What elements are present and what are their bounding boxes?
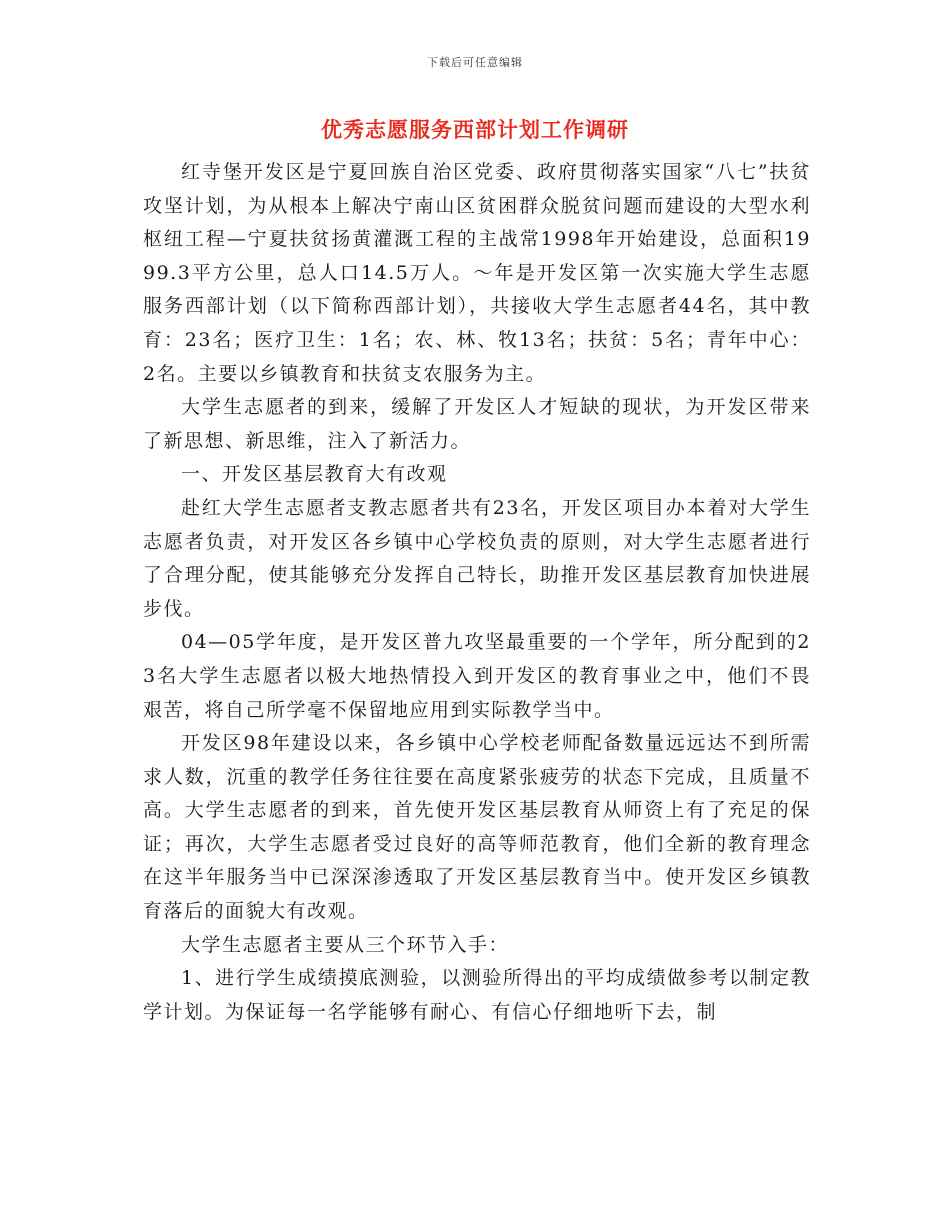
paragraph-teaching-volunteers: 赴红大学生志愿者支教志愿者共有23名，开发区项目办本着对大学生志愿者负责，对开发区各乡镇中心学校负责的原则，对大学生志愿者进行了合理分配，使其能够充分发挥自己特长，助推开发区基层教育加快进展步伐。 bbox=[143, 496, 811, 620]
paragraph-three-steps: 大学生志愿者主要从三个环节入手： bbox=[181, 933, 510, 956]
document-title: 优秀志愿服务西部计划工作调研 bbox=[321, 117, 629, 142]
paragraph-step-one: 1、进行学生成绩摸底测验，以测验所得出的平均成绩做参考以制定教学计划。为保证每一名学能够有耐心、有信心仔细地听下去，制 bbox=[143, 967, 811, 1023]
section-heading-education: 一、开发区基层教育大有改观 bbox=[181, 463, 448, 486]
page-header-note: 下载后可任意编辑 bbox=[427, 56, 523, 69]
document-body bbox=[143, 156, 811, 1029]
paragraph-school-year: 04—05学年度，是开发区普九攻坚最重要的一个学年，所分配到的23名大学生志愿者以极大地热情投入到开发区的教育事业之中，他们不畏艰苦，将自己所学毫不保留地应用到实际教学当中。 bbox=[143, 631, 811, 721]
paragraph-arrival: 大学生志愿者的到来，缓解了开发区人才短缺的现状，为开发区带来了新思想、新思维，注入了新活力。 bbox=[143, 396, 811, 452]
paragraph-teacher-shortage: 开发区98年建设以来，各乡镇中心学校老师配备数量远远达不到所需求人数，沉重的教学任务往往要在高度紧张疲劳的状态下完成，且质量不高。大学生志愿者的到来，首先使开发区基层教育从师资上有了充足的保证；再次，大学生志愿者受过良好的高等师范教育，他们全新的教育理念在这半年服务当中已深深渗透取了开发区基层教育当中。使开发区乡镇教育落后的面貌大有改观。 bbox=[143, 732, 811, 923]
paragraph-intro: 红寺堡开发区是宁夏回族自治区党委、政府贯彻落实国家“八七”扶贫攻坚计划，为从根本上解决宁南山区贫困群众脱贫问题而建设的大型水利枢纽工程—宁夏扶贫扬黄灌溉工程的主战常1998年开始建设，总面积1999.3平方公里，总人口14.5万人。～年是开发区第一次实施大学生志愿服务西部计划（以下简称西部计划），共接收大学生志愿者44名，其中教育：23名；医疗卫生：1名；农、林、牧13名；扶贫：5名；青年中心：2名。主要以乡镇教育和扶贫支农服务为主。 bbox=[143, 161, 811, 385]
